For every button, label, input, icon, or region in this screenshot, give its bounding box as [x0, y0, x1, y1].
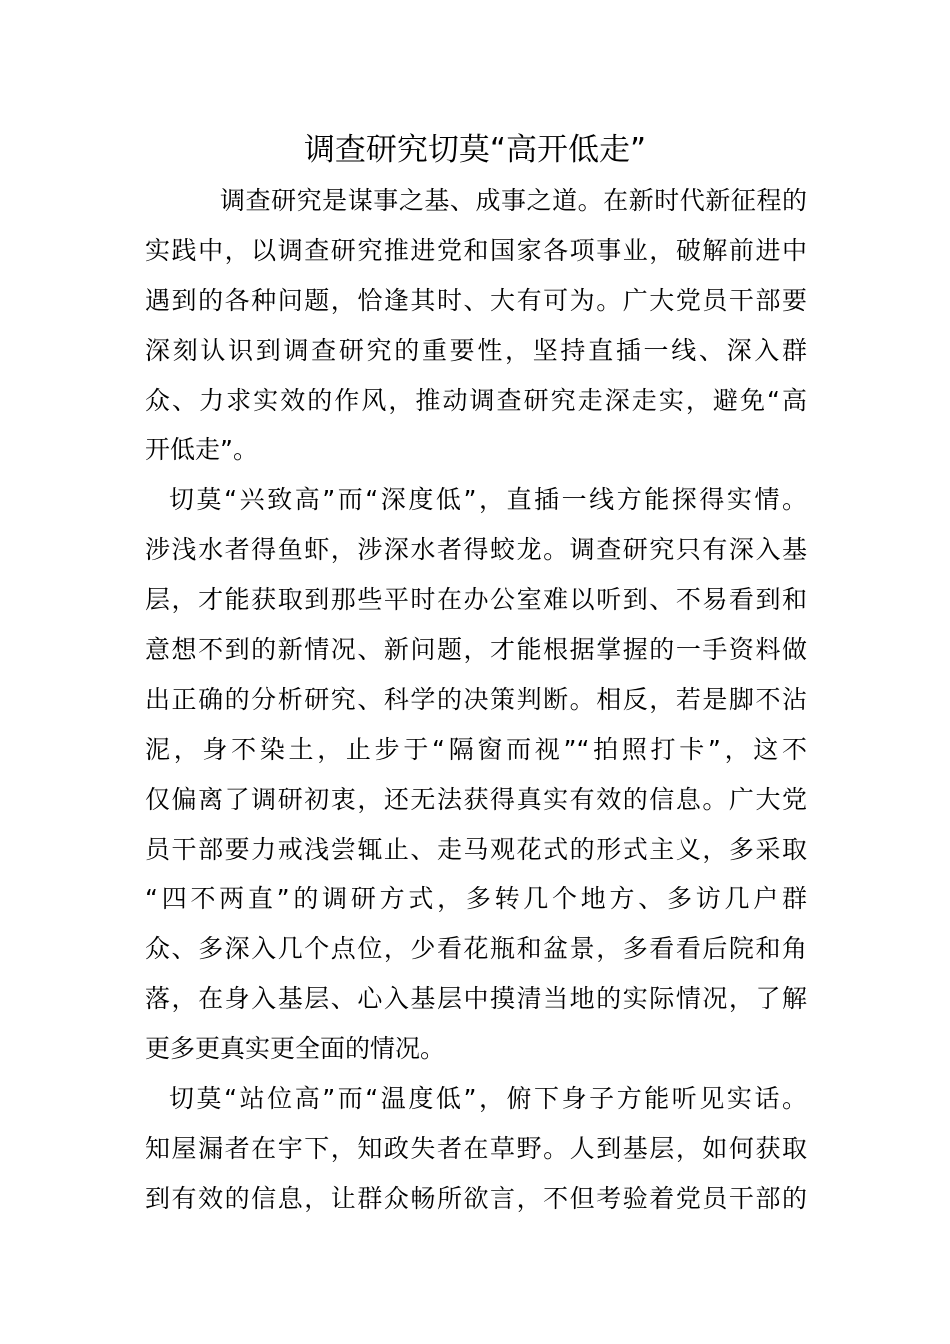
- text-line: 知屋漏者在宇下，知政失者在草野。人到基层，如何获取: [145, 1133, 807, 1163]
- text-line: 涉浅水者得鱼虾，涉深水者得蛟龙。调查研究只有深入基: [145, 535, 807, 565]
- text-line: 遇到的各种问题，恰逢其时、大有可为。广大党员干部要: [145, 285, 807, 315]
- text-line: 仅偏离了调研初衷，还无法获得真实有效的信息。广大党: [145, 784, 807, 814]
- document-title: 调查研究切莫“高开低走”: [303, 132, 647, 168]
- text-line: “四不两直”的调研方式，多转几个地方、多访几户群: [145, 884, 807, 914]
- text-line: 众、力求实效的作风，推动调查研究走深走实，避免“高: [145, 385, 807, 415]
- text-line: 落，在身入基层、心入基层中摸清当地的实际情况，了解: [145, 984, 807, 1014]
- text-line: 切莫“站位高”而“温度低”，俯下身子方能听见实话。: [169, 1084, 807, 1114]
- text-line: 层，才能获取到那些平时在办公室难以听到、不易看到和: [145, 585, 807, 615]
- text-line: 意想不到的新情况、新问题，才能根据掌握的一手资料做: [145, 635, 807, 665]
- text-line: 更多更真实更全面的情况。: [145, 1034, 446, 1064]
- document-body: [145, 176, 807, 1224]
- text-line: 泥，身不染土，止步于“隔窗而视”“拍照打卡”，这不: [145, 734, 807, 764]
- text-line: 深刻认识到调查研究的重要性，坚持直插一线、深入群: [145, 335, 807, 365]
- text-line: 开低走”。: [145, 435, 258, 465]
- text-line: 员干部要力戒浅尝辄止、走马观花式的形式主义，多采取: [145, 834, 807, 864]
- text-line: 切莫“兴致高”而“深度低”，直插一线方能探得实情。: [169, 485, 807, 515]
- text-line: 出正确的分析研究、科学的决策判断。相反，若是脚不沾: [145, 684, 807, 714]
- text-line: 调查研究是谋事之基、成事之道。在新时代新征程的: [220, 186, 807, 215]
- text-line: 众、多深入几个点位，少看花瓶和盆景，多看看后院和角: [145, 934, 807, 964]
- text-line: 实践中，以调查研究推进党和国家各项事业，破解前进中: [145, 235, 807, 265]
- text-line: 到有效的信息，让群众畅所欲言，不但考验着党员干部的: [145, 1183, 807, 1213]
